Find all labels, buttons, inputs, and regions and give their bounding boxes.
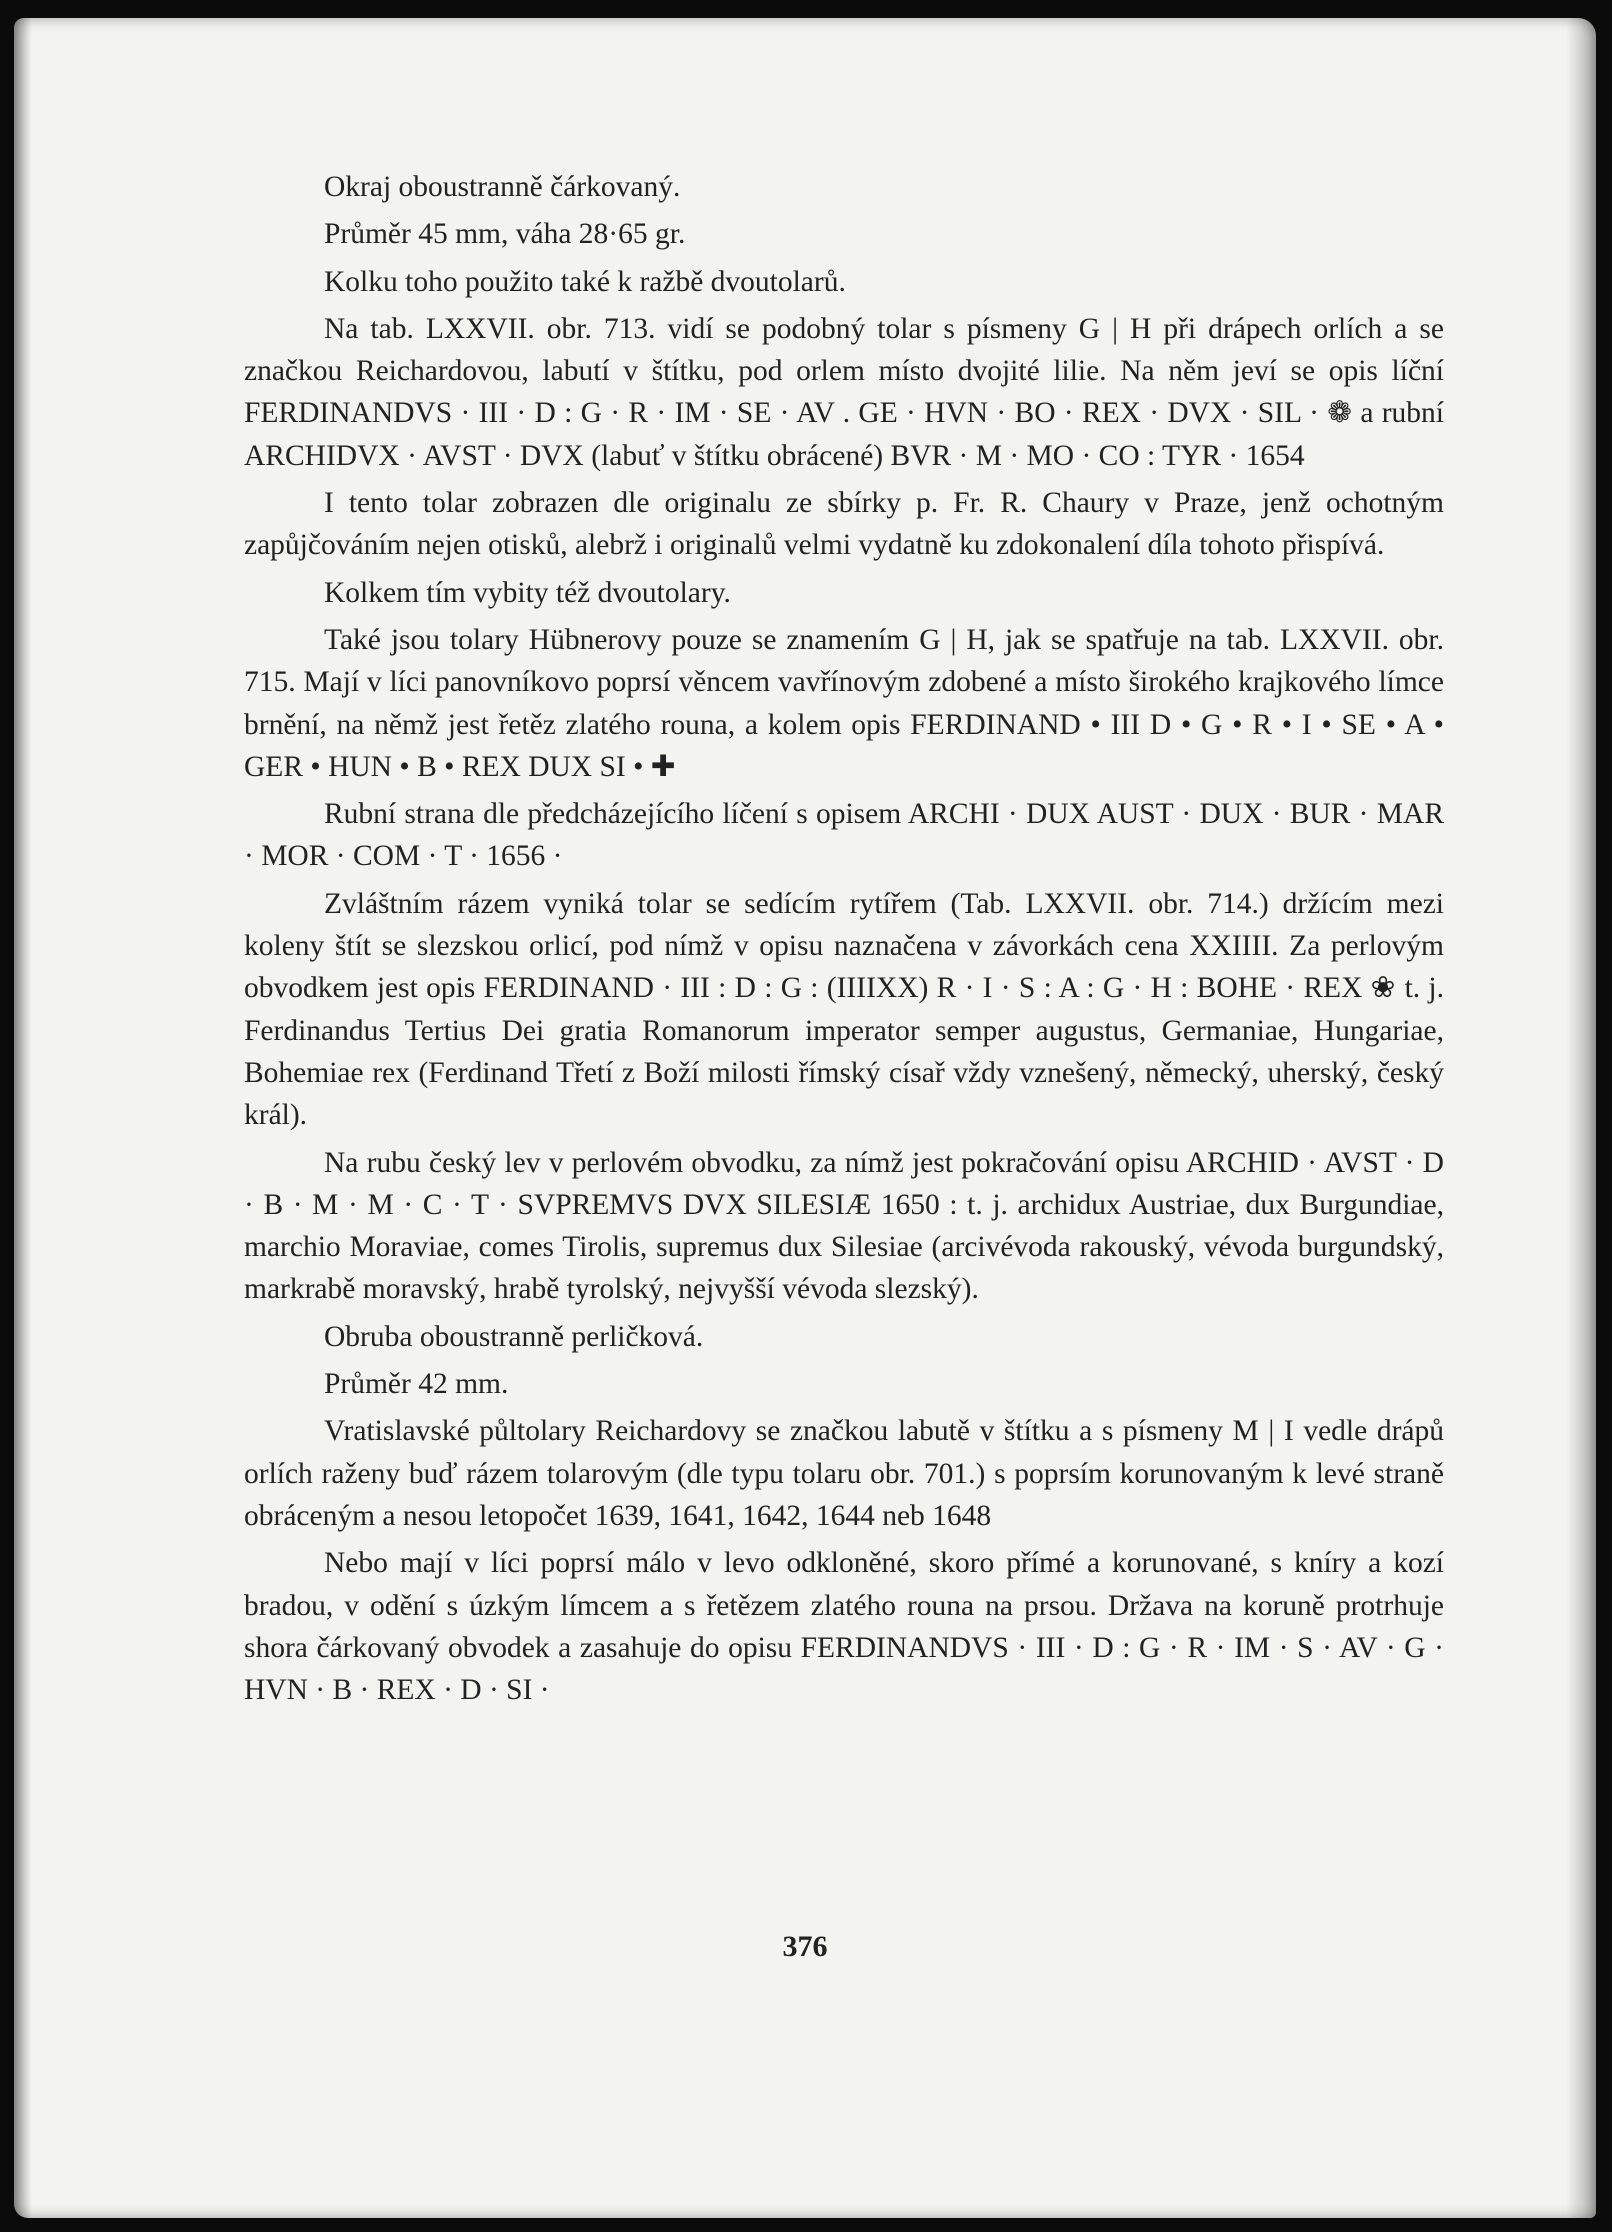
paragraph: Průměr 45 mm, váha 28·65 gr. bbox=[324, 218, 686, 251]
paragraph: Kolkem tím vybity též dvoutolary. bbox=[324, 576, 731, 609]
paragraph: Také jsou tolary Hübnerovy pouze se znamením G | H, jak se spatřuje na tab. LXXVII. obr. 715. Mají v líci panovníkovo poprsí věncem vavřínovým zdobené a místo širokého krajkového límce brnění, na němž jest řetěz zlatého rouna, a kolem opis FERDINAND • III D • G • R • I • SE • A • GER • HUN • B • REX DUX SI • ✚ bbox=[244, 623, 1444, 783]
book-page bbox=[14, 18, 1596, 2218]
paragraph: Na rubu český lev v perlovém obvodku, za nímž jest pokračování opisu ARCHID · AVST · D · B · M · M · C · T · SVPREMVS DVX SILESIÆ 1650 : t. j. archidux Austriae, dux Burgundiae, marchio Moraviae, comes Tirolis, supremus dux Silesiae (arcivévoda rakouský, vévoda burgundský, markrabě moravský, hrabě tyrolský, nejvyšší vévoda slezský). bbox=[244, 1146, 1444, 1306]
paragraph: Nebo mají v líci poprsí málo v levo odkloněné, skoro přímé a korunované, s kníry a kozí bradou, v odění s úzkým límcem a s řetězem zlatého rouna na prsou. Država na koruně protrhuje shora čárkovaný obvodek a zasahuje do opisu FERDINANDVS · III · D : G · R · IM · S · AV · G · HVN · B · REX · D · SI · bbox=[244, 1547, 1444, 1707]
paragraph: I tento tolar zobrazen dle originalu ze sbírky p. Fr. R. Chaury v Praze, jenž ochotným zapůjčováním nejen otisků, alebrž i originalů velmi vydatně ku zdokonalení díla tohoto přispívá. bbox=[244, 487, 1444, 562]
paragraph: Okraj oboustranně čárkovaný. bbox=[324, 171, 681, 203]
page-number: 376 bbox=[782, 1930, 828, 1963]
paragraph: Průměr 42 mm. bbox=[324, 1368, 509, 1401]
paragraph: Kolku toho použito také k ražbě dvoutolarů. bbox=[324, 265, 846, 298]
paragraph: Zvláštním rázem vyniká tolar se sedícím rytířem (Tab. LXXVII. obr. 714.) držícím mezi koleny štít se slezskou orlicí, pod nímž v opisu naznačena v závorkách cena XXIIII. Za perlovým obvodkem jest opis FERDINAND · III : D : G : (IIIIXX) R · I · S : A : G · H : BOHE · REX ❀ t. j. Ferdinandus Tertius Dei gratia Romanorum imperator semper augustus, Germaniae, Hungariae, Bohemiae rex (Ferdinand Třetí z Boží milosti římský císař vždy vznešený, německý, uherský, český král). bbox=[244, 887, 1444, 1132]
paragraph: Obruba oboustranně perličková. bbox=[324, 1320, 704, 1353]
body-text bbox=[244, 166, 1444, 1716]
paragraph: Rubní strana dle předcházejícího líčení s opisem ARCHI · DUX AUST · DUX · BUR · MAR · MOR · COM · T · 1656 · bbox=[244, 798, 1444, 873]
paragraph: Vratislavské půltolary Reichardovy se značkou labutě v štítku a s písmeny M | I vedle drápů orlích raženy buď rázem tolarovým (dle typu tolaru obr. 701.) s poprsím korunovaným k levé straně obráceným a nesou letopočet 1639, 1641, 1642, 1644 neb 1648 bbox=[244, 1415, 1444, 1532]
paragraph: Na tab. LXXVII. obr. 713. vidí se podobný tolar s písmeny G | H při drápech orlích a se značkou Reichardovou, labutí v štítku, pod orlem místo dvojité lilie. Na něm jeví se opis líční FERDINANDVS · III · D : G · R · IM · SE · AV . GE · HVN · BO · REX · DVX · SIL · ❁ a rubní ARCHIDVX · AVST · DVX (labuť v štítku obrácené) BVR · M · MO · CO : TYR · 1654 bbox=[244, 312, 1444, 472]
